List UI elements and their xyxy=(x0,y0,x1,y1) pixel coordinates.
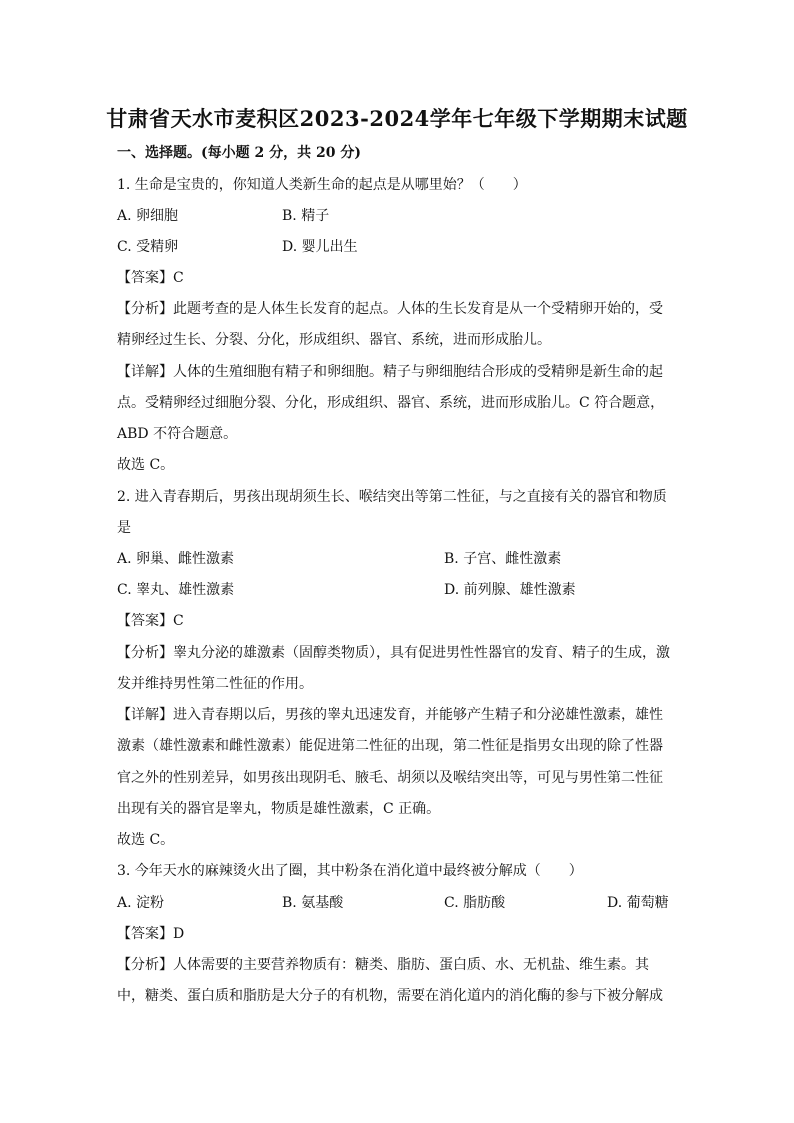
q1-detail-line: ABD 不符合题意。 xyxy=(117,426,238,442)
q2-option-d: D. 前列腺、雄性激素 xyxy=(444,582,576,598)
q2-option-c: C. 睾丸、雄性激素 xyxy=(117,582,235,598)
q2-answer: 【答案】C xyxy=(117,613,184,629)
q1-option-c: C. 受精卵 xyxy=(117,239,179,255)
q1-stem: 1. 生命是宝贵的，你知道人类新生命的起点是从哪里始？（ ） xyxy=(117,177,527,193)
q2-detail-line: 官之外的性别差异，如男孩出现阴毛、腋毛、胡须以及喉结突出等，可见与男性第二性征 xyxy=(117,770,663,786)
q2-detail-line: 出现有关的器官是睾丸，物质是雄性激素，C 正确。 xyxy=(117,801,441,817)
q2-stem: 是 xyxy=(117,520,131,536)
q3-option-a: A. 淀粉 xyxy=(117,895,165,911)
q1-detail-line: 【详解】人体的生殖细胞有精子和卵细胞。精子与卵细胞结合形成的受精卵是新生命的起 xyxy=(117,364,663,380)
q2-analysis-line: 【分析】睾丸分泌的雄激素（固醇类物质），具有促进男性性器官的发育、精子的生成，激 xyxy=(117,645,670,661)
q1-option-d: D. 婴儿出生 xyxy=(282,239,358,255)
section-heading: 一、选择题。(每小题 2 分，共 20 分) xyxy=(117,145,361,161)
q2-option-a: A. 卵巢、雌性激素 xyxy=(117,551,235,567)
q2-detail-line: 激素（雄性激素和雌性激素）能促进第二性征的出现，第二性征是指男女出现的除了性器 xyxy=(117,738,663,754)
q3-answer: 【答案】D xyxy=(117,926,185,942)
q2-detail-line: 【详解】进入青春期以后，男孩的睾丸迅速发育，并能够产生精子和分泌雄性激素，雄性 xyxy=(117,707,663,723)
q1-analysis-line: 【分析】此题考查的是人体生长发育的起点。人体的生长发育是从一个受精卵开始的，受 xyxy=(117,301,663,317)
q1-option-a: A. 卵细胞 xyxy=(117,208,179,224)
q3-option-d: D. 葡萄糖 xyxy=(607,895,669,911)
q1-option-b: B. 精子 xyxy=(282,208,330,224)
q1-conclusion: 故选 C。 xyxy=(117,457,175,473)
q1-answer: 【答案】C xyxy=(117,270,184,286)
q2-option-b: B. 子宫、雌性激素 xyxy=(444,551,562,567)
q3-analysis-line: 中，糖类、蛋白质和脂肪是大分子的有机物，需要在消化道内的消化酶的参与下被分解成 xyxy=(117,988,663,1004)
page-title: 甘肃省天水市麦积区2023-2024学年七年级下学期期末试题 xyxy=(106,106,688,131)
q3-option-b: B. 氨基酸 xyxy=(282,895,344,911)
q3-stem: 3. 今年天水的麻辣烫火出了圈，其中粉条在消化道中最终被分解成（ ） xyxy=(117,863,583,879)
q1-detail-line: 点。受精卵经过细胞分裂、分化，形成组织、器官、系统，进而形成胎儿。C 符合题意， xyxy=(117,395,665,411)
q3-option-c: C. 脂肪酸 xyxy=(444,895,506,911)
q2-conclusion: 故选 C。 xyxy=(117,832,175,848)
q3-analysis-line: 【分析】人体需要的主要营养物质有：糖类、脂肪、蛋白质、水、无机盐、维生素。其 xyxy=(117,957,649,973)
q2-analysis-line: 发并维持男性第二性征的作用。 xyxy=(117,676,313,692)
q2-stem: 2. 进入青春期后，男孩出现胡须生长、喉结突出等第二性征，与之直接有关的器官和物质 xyxy=(117,489,667,505)
q1-analysis-line: 精卵经过生长、分裂、分化，形成组织、器官、系统，进而形成胎儿。 xyxy=(117,332,551,348)
